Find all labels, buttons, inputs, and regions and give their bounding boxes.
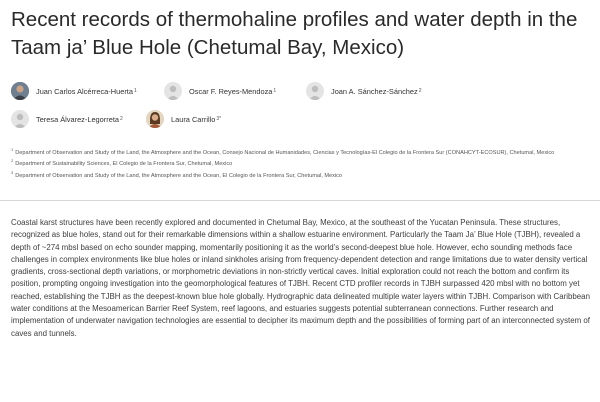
section-divider bbox=[0, 200, 600, 201]
author-link[interactable] bbox=[306, 81, 421, 101]
author-link[interactable] bbox=[11, 81, 137, 101]
author-link[interactable] bbox=[146, 109, 221, 129]
article-title: Recent records of thermohaline profiles and water depth in the Taam ja’ Blue Hole (Chetumal Bay, Mexico) bbox=[11, 8, 578, 59]
affiliation-text: Department of Observation and Study of the Land, the Atmosphere and the Ocean, El Colegio de la Frontera Sur, Chetumal, Mexico bbox=[15, 172, 343, 179]
affiliation-item bbox=[11, 146, 586, 157]
author-link[interactable] bbox=[11, 109, 123, 129]
affiliations-list bbox=[11, 146, 586, 180]
author-avatar bbox=[146, 110, 164, 128]
author-avatar bbox=[11, 82, 29, 100]
affiliation-item bbox=[11, 157, 586, 168]
author-affiliation-ref: 3* bbox=[216, 116, 222, 122]
affiliation-text: Department of Sustainability Sciences, El Colegio de la Frontera Sur, Chetumal, Mexico bbox=[15, 161, 233, 168]
author-name: Laura Carrillo bbox=[171, 114, 216, 124]
abstract-text: Coastal karst structures have been recently explored and documented in Chetumal Bay, Mexico, at the southeast of the Yucatan Peninsula. These structures, recognized as blue holes, stand out for their remarkable dimensions within a shallow estuarine environment. Particularly the Taam Ja’ Blue Hole (TJBH), revealed a depth of ~274 mbsl based on echo sounder mapping, momentarily positioning it as the world’s second-deepest blue hole. However, echo sounding methods face challenges in complex environments like blue holes or inland sinkholes arising from frequency-dependent detection and range limitations due to water density vertical gradients, cross-sectional depth variations, or morphometric deviations in non-strictly vertical caves. Initial exploration could not reach the bottom and confirm its position, prompting ongoing investigation into the geomorphological features of TJBH. Recent CTD profiler records in TJBH surpassed 420 mbsl with no bottom yet reached, establishing the TJBH as the deepest-known blue hole globally. Hydrographic data delineated multiple water layers within TJBH. Comparison with Caribbean water conditions at the Mesoamerican Barrier Reef System, reef lagoons, and estuaries suggests potential subterranean connections. Further research and implementation of underwater navigation technologies are essential to decipher its maximum depth and the possibilities of forming part of an interconnected system of caves and tunnels. bbox=[11, 218, 590, 338]
affiliation-number: 2 bbox=[11, 158, 14, 164]
affiliation-item bbox=[11, 169, 586, 180]
affiliation-number: 3 bbox=[11, 169, 14, 175]
author-name: Oscar F. Reyes-Mendoza bbox=[189, 86, 273, 96]
affiliation-number: 1 bbox=[11, 147, 14, 152]
affiliation-text: Department of Observation and Study of the Land, the Atmosphere and the Ocean, Consejo Nacional de Humanidades, Ciencias y Tecnologías-El Colegio de la Frontera Sur (CONAHCYT-ECOSUR), Chetumal, Mexico bbox=[15, 149, 555, 156]
author-affiliation-ref: 1 bbox=[133, 88, 137, 94]
author-link[interactable] bbox=[164, 81, 276, 101]
author-name: Joan A. Sánchez-Sánchez bbox=[331, 86, 418, 96]
user-placeholder-icon bbox=[11, 110, 29, 128]
author-name: Teresa Álvarez-Legorreta bbox=[36, 114, 119, 124]
user-placeholder-icon bbox=[164, 82, 182, 100]
user-placeholder-icon bbox=[306, 82, 324, 100]
author-affiliation-ref: 2 bbox=[418, 88, 422, 94]
author-affiliation-ref: 2 bbox=[119, 116, 123, 122]
author-affiliation-ref: 1 bbox=[273, 88, 277, 94]
author-name: Juan Carlos Alcérreca-Huerta bbox=[36, 86, 133, 96]
